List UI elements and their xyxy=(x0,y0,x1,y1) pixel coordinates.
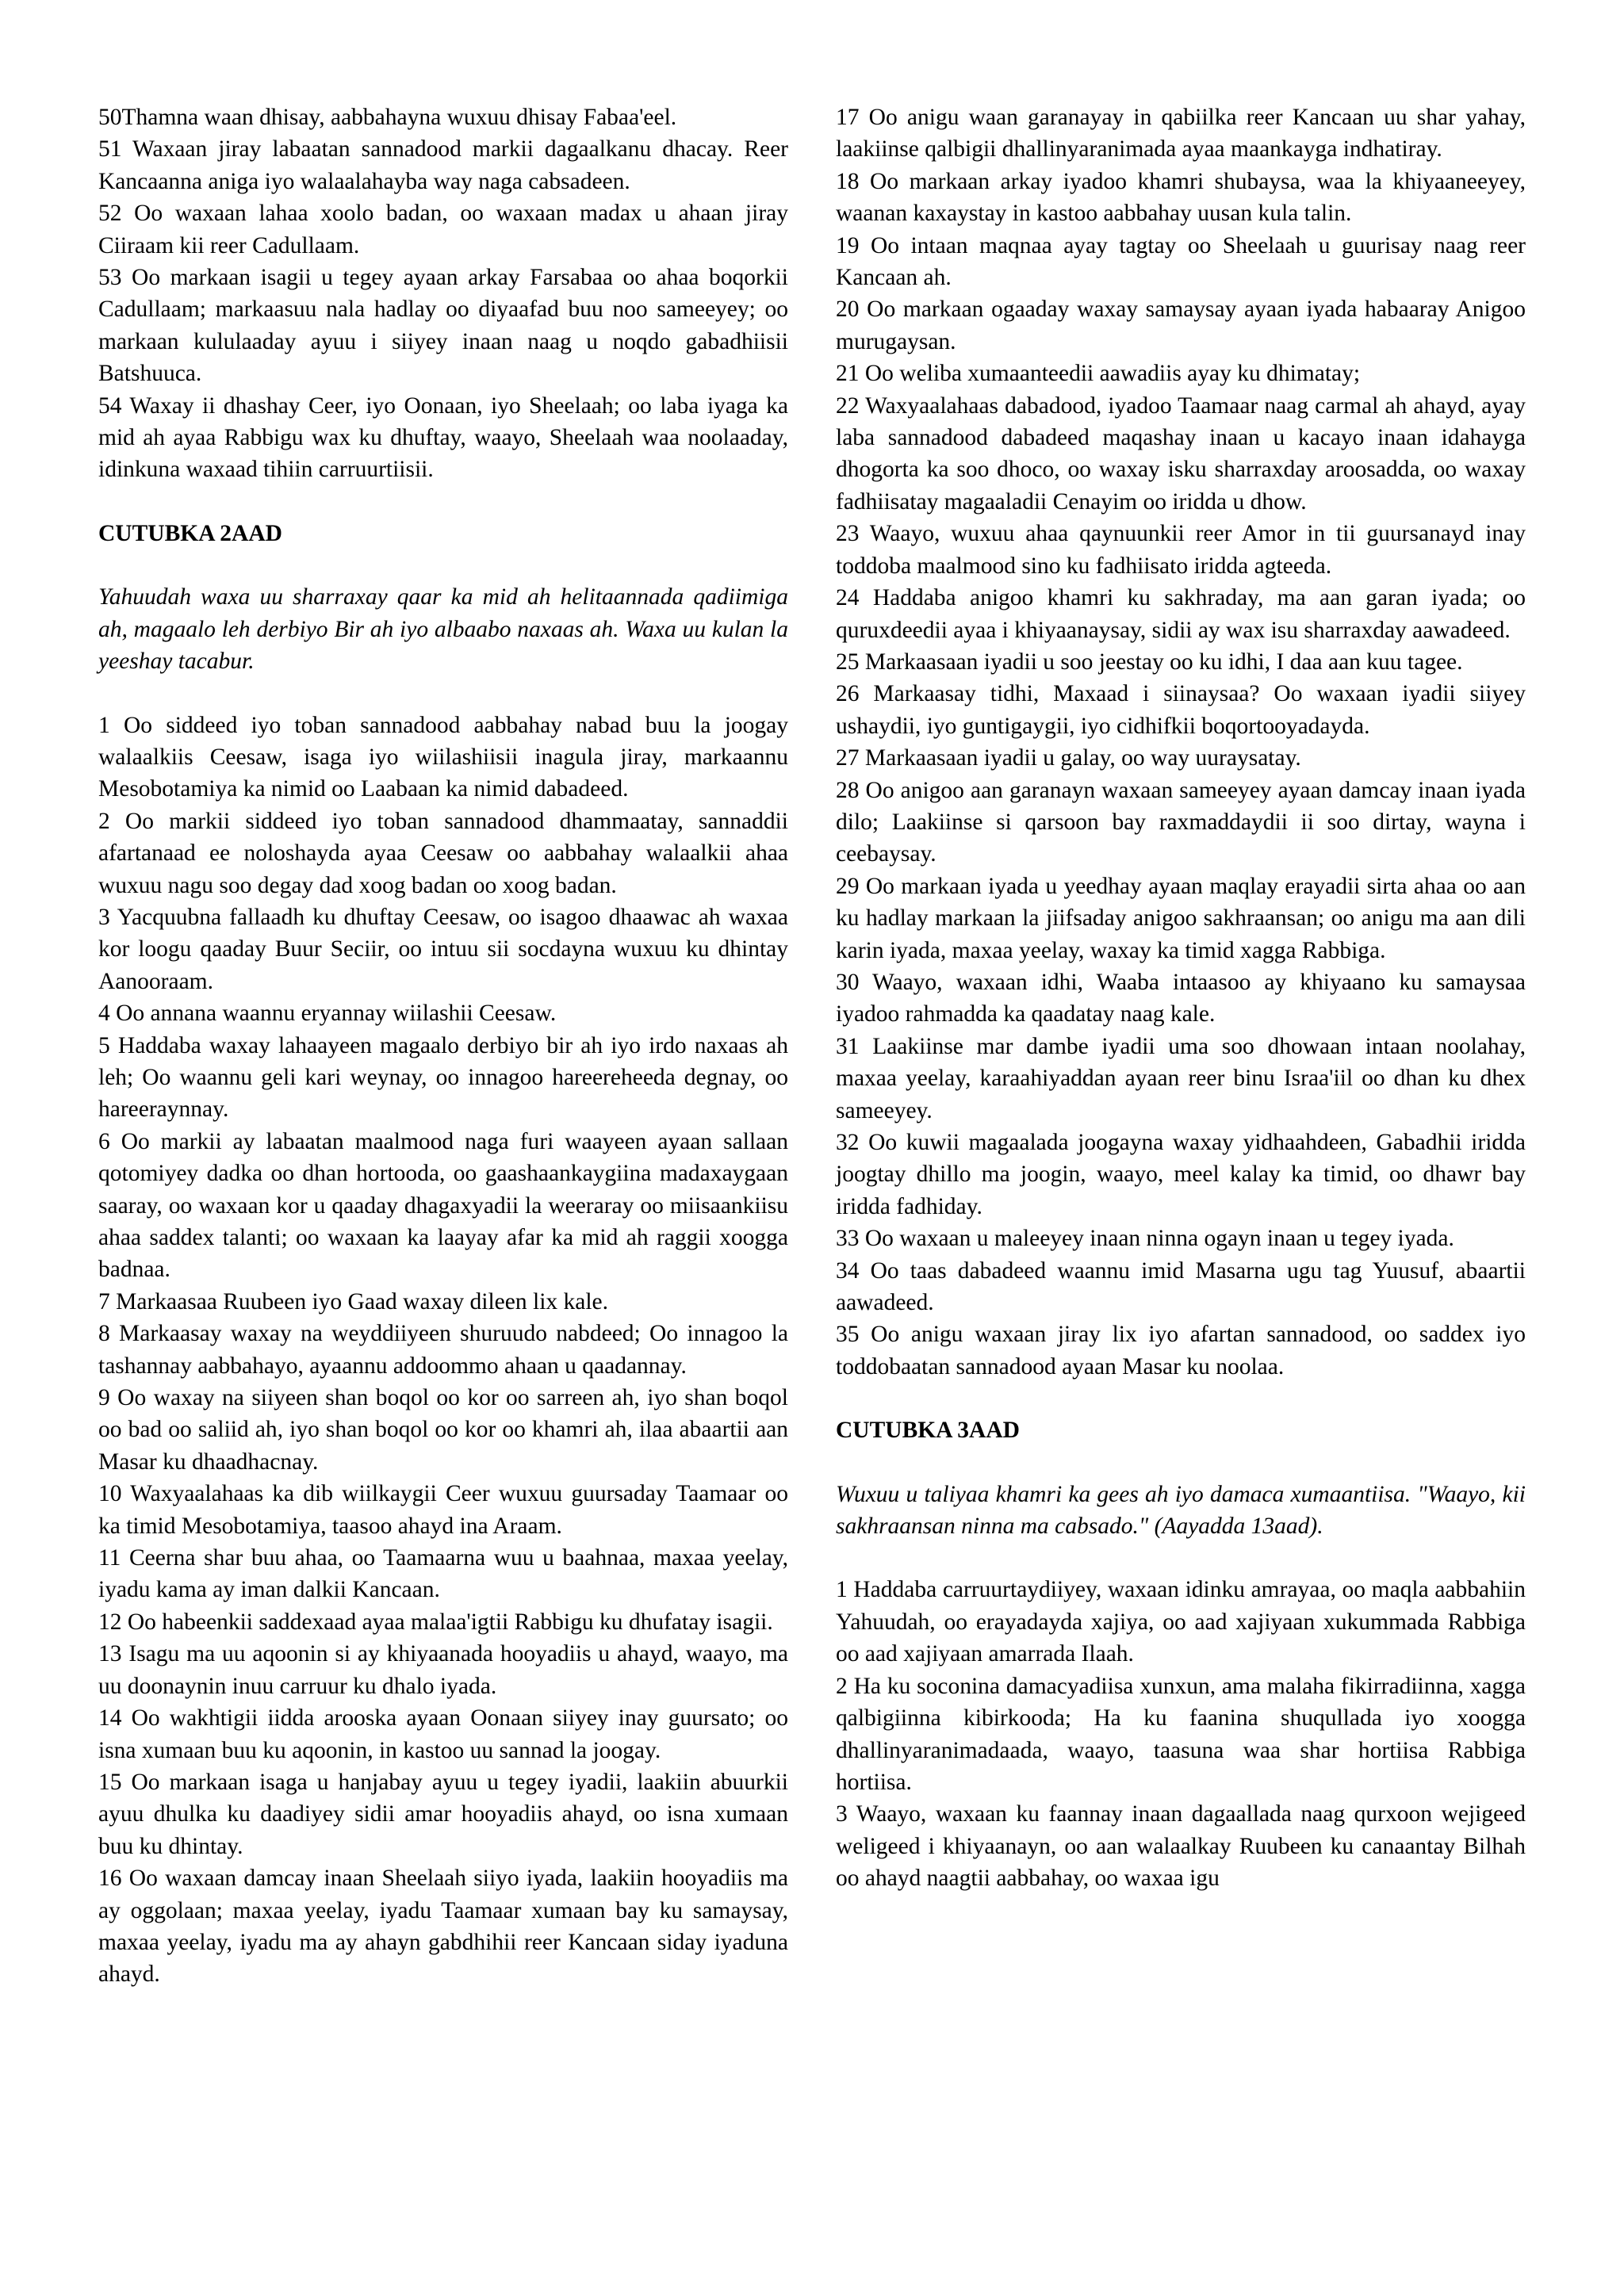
verse-paragraph: 14 Oo wakhtigii iidda arooska ayaan Oonaan siiyey inay guursato; oo isna xumaan buu ku aqoonin, in kastoo uu sannad la joogay. xyxy=(98,1705,788,1763)
verse-paragraph: 21 Oo weliba xumaanteedii aawadiis ayay ku dhimatay; xyxy=(836,361,1361,387)
verse-paragraph: 16 Oo waxaan damcay inaan Sheelaah siiyo iyada, laakiin hooyadiis ma ay oggolaan; maxaa yeelay, iyadu Taamaar xumaan bay ku samaysay, maxaa yeelay, iyadu ma ay ahayn gabdhihii reer Kancaan siday iyaduna ahayd. xyxy=(98,1866,788,1988)
verse-paragraph: 35 Oo anigu waxaan jiray lix iyo afartan sannadood, oo saddex iyo toddobaatan sannadood ayaan Masar ku noolaa. xyxy=(836,1322,1526,1380)
verse-paragraph: 4 Oo annana waannu eryannay wiilashii Ceesaw. xyxy=(98,1001,557,1027)
verse-paragraph: 23 Waayo, wuxuu ahaa qaynuunkii reer Amor in tii guursanayd inay toddoba maalmood sino ku fadhiisato iridda agteeda. xyxy=(836,521,1526,579)
verse-paragraph: 26 Markaasay tidhi, Maxaad i siinaysaa? Oo waxaan iyadii siiyey ushaydii, iyo guntigaygii, iyo cidhifkii boqortooyadayda. xyxy=(836,681,1526,739)
verse-paragraph: 22 Waxyaalahaas dabadood, iyadoo Taamaar naag carmal ah ahayd, ayay laba sannadood dabadeed maqashay inaan u kacayo inaan idahayga dhogorta ka soo dhoco, oo waxay isku sharraxday aroosadda, oo waxay fadhiisatay magaaladii Cenayim oo iridda u dhow. xyxy=(836,392,1526,515)
verse-paragraph: 30 Waayo, waxaan idhi, Waaba intaasoo ay khiyaano ku samaysaa iyadoo rahmadda ka qaadatay naag kale. xyxy=(836,969,1526,1027)
chapter-summary: Yahuudah waxa uu sharraxay qaar ka mid ah helitaannada qadiimiga ah, magaalo leh derbiyo Bir ah iyo albaabo naxaas ah. Waxa uu kulan la yeeshay tacabur. xyxy=(98,584,788,675)
verse-paragraph: 54 Waxay ii dhashay Ceer, iyo Oonaan, iyo Sheelaah; oo laba iyaga ka mid ah ayaa Rabbigu wax ku dhuftay, waayo, Sheelaah waa noolaaday, idinkuna waxaad tihiin carruurtiisii. xyxy=(98,392,788,483)
verse-paragraph: 7 Markaasaa Ruubeen iyo Gaad waxay dileen lix kale. xyxy=(98,1288,609,1314)
verse-paragraph: 10 Waxyaalahaas ka dib wiilkaygii Ceer wuxuu guursaday Taamaar oo ka timid Mesobotamiya, taasoo ahayd ina Araam. xyxy=(98,1481,788,1539)
verse-paragraph: 33 Oo waxaan u maleeyey inaan ninna ogayn inaan u tegey iyada. xyxy=(836,1226,1454,1252)
verse-paragraph: 17 Oo anigu waan garanayay in qabiilka reer Kancaan uu shar yahay, laakiinse qalbigii dhallinyaranimada ayaa maankayga indhatiray. xyxy=(836,105,1526,163)
verse-paragraph: 25 Markaasaan iyadii u soo jeestay oo ku idhi, I daa aan kuu tagee. xyxy=(836,649,1463,675)
verse-paragraph: 20 Oo markaan ogaaday waxay samaysay ayaan iyada habaaray Anigoo murugaysan. xyxy=(836,297,1526,354)
verse-paragraph: 6 Oo markii ay labaatan maalmood naga furi waayeen ayaan sallaan qotomiyey dadka oo dhan hortooda, oo gaashaankaygiina madaxaygaan saaray, oo waxaan kor u qaaday dhagaxyadii la weeraray oo miisaankiisu ahaa saddex talanti; oo waxaan ka laayay afar ka mid ah raggii xoogga badnaa. xyxy=(98,1128,788,1283)
chapter-summary: Wuxuu u taliyaa khamri ka gees ah iyo damaca xumaantiisa. "Waayo, kii sakhraansan ninna ma cabsado." (Aayadda 13aad). xyxy=(836,1481,1526,1540)
verse-paragraph: 3 Yacquubna fallaadh ku dhuftay Ceesaw, oo isagoo dhaawac ah waxaa kor loogu qaaday Buur Seciir, oo intuu sii socdayna wuxuu ku dhintay Aanooraam. xyxy=(98,904,788,994)
verse-paragraph: 2 Oo markii siddeed iyo toban sannadood dhammaatay, sannaddii afartanaad ee noloshayda ayaa Ceesaw oo aabbahay walaalkii ahaa wuxuu nagu soo degay dad xoog badan oo xoog badan. xyxy=(98,808,788,898)
verse-paragraph: 15 Oo markaan isaga u hanjabay ayuu u tegey iyadii, laakiin abuurkii ayuu dhulka ku daadiyey sidii amar hooyadiis ahayd, oo isna xumaan buu ku dhintay. xyxy=(98,1769,788,1859)
verse-paragraph: 8 Markaasay waxay na weyddiiyeen shuruudo nabdeed; Oo innagoo la tashannay aabbahayo, ayaannu addoommo ahaan u qaadannay. xyxy=(98,1321,788,1379)
verse-paragraph: 1 Oo siddeed iyo toban sannadood aabbahay nabad buu la joogay walaalkiis Ceesaw, isaga iyo wiilashiisii inagula jiray, markaannu Mesobotamiya ka nimid oo Laabaan ka nimid dabadeed. xyxy=(98,712,788,802)
verse-paragraph: 5 Haddaba waxay lahaayeen magaalo derbiyo bir ah iyo irdo naxaas ah leh; Oo waannu geli kari weynay, oo innagoo hareereheeda degnay, oo hareeraynnay. xyxy=(98,1032,788,1123)
chapter-heading: CUTUBKA 2AAD xyxy=(98,520,282,546)
verse-paragraph: 19 Oo intaan maqnaa ayay tagtay oo Sheelaah u guurisay naag reer Kancaan ah. xyxy=(836,232,1526,291)
verse-paragraph: 27 Markaasaan iyadii u galay, oo way uuraysatay. xyxy=(836,745,1301,771)
left-column xyxy=(98,101,788,1991)
verse-paragraph: 12 Oo habeenkii saddexaad ayaa malaa'igtii Rabbigu ku dhufatay isagii. xyxy=(98,1609,773,1635)
verse-paragraph: 9 Oo waxay na siiyeen shan boqol oo kor oo sarreen ah, iyo shan boqol oo bad oo saliid ah, iyo shan boqol oo kor oo khamri ah, ilaa abaartii aan Masar ku dhaadhacnay. xyxy=(98,1385,788,1475)
verse-paragraph: 3 Waayo, waxaan ku faannay inaan dagaallada naag qurxoon wejigeed weligeed i khiyaanayn, oo aan walaalkay Ruubeen ku canaantay Bilhah oo ahayd naagtii aabbahay, oo waxaa igu xyxy=(836,1801,1526,1892)
verse-paragraph: 13 Isagu ma uu aqoonin si ay khiyaanada hooyadiis u ahayd, waayo, ma uu doonaynin inuu carruur ku dhalo iyada. xyxy=(98,1641,788,1699)
verse-paragraph: 51 Waxaan jiray labaatan sannadood markii dagaalkanu dhacay. Reer Kancaanna aniga iyo walaalahayba way naga cabsadeen. xyxy=(98,136,788,194)
verse-paragraph: 18 Oo markaan arkay iyadoo khamri shubaysa, waa la khiyaaneeyey, waanan kaxaystay in kastoo aabbahay uusan kula talin. xyxy=(836,168,1526,227)
verse-paragraph: 24 Haddaba anigoo khamri ku sakhraday, ma aan garan iyada; oo quruxdeedii ayaa i khiyaanaysay, sidii ay wax isu sharraxday aawadeed. xyxy=(836,585,1526,643)
chapter-heading: CUTUBKA 3AAD xyxy=(836,1418,1020,1444)
verse-paragraph: 11 Ceerna shar buu ahaa, oo Taamaarna wuu u baahnaa, maxaa yeelay, iyadu kama ay iman dalkii Kancaan. xyxy=(98,1545,788,1603)
verse-paragraph: 34 Oo taas dabadeed waannu imid Masarna ugu tag Yuusuf, abaartii aawadeed. xyxy=(836,1257,1526,1316)
verse-paragraph: 1 Haddaba carruurtaydiiyey, waxaan idinku amrayaa, oo maqla aabbahiin Yahuudah, oo erayadayda xajiya, oo aad xajiyaan xukummada Rabbiga oo aad xajiyaan amarrada Ilaah. xyxy=(836,1577,1526,1667)
verse-paragraph: 32 Oo kuwii magaalada joogayna waxay yidhaahdeen, Gabadhii iridda joogtay dhillo ma joogin, waayo, meel kalay ka timid, oo dhawr bay iridda fadhiday. xyxy=(836,1130,1526,1219)
verse-paragraph: 50Thamna waan dhisay, aabbahayna wuxuu dhisay Fabaa'eel. xyxy=(98,105,677,130)
right-column xyxy=(836,101,1526,1991)
verse-paragraph: 31 Laakiinse mar dambe iyadii uma soo dhowaan intaan noolahay, maxaa yeelay, karaahiyaddan ayaan reer binu Israa'iil oo dhan ku dhex sameeyey. xyxy=(836,1033,1526,1123)
verse-paragraph: 52 Oo waxaan lahaa xoolo badan, oo waxaan madax u ahaan jiray Ciiraam kii reer Cadullaam. xyxy=(98,201,788,258)
verse-paragraph: 28 Oo anigoo aan garanayn waxaan sameeyey ayaan damcay inaan iyada dilo; Laakiinse si qarsoon bay raxmaddaydii ii soo dirtay, wayna i ceebaysay. xyxy=(836,777,1526,867)
verse-paragraph: 2 Ha ku soconina damacyadiisa xunxun, ama malaha fikirradiinna, xagga qalbigiinna kibirkooda; Ha ku faanina shuqullada iyo xoogga dhallinyaranimadaada, waayo, taasuna waa shar hortiisa Rabbiga hortiisa. xyxy=(836,1673,1526,1795)
verse-paragraph: 53 Oo markaan isagii u tegey ayaan arkay Farsabaa oo ahaa boqorkii Cadullaam; markaasuu nala hadlay oo diyaafad buu noo sameeyey; oo markaan kululaaday ayuu i siiyey inaan naag u noqdo gabadhiisii Batshuuca. xyxy=(98,265,788,387)
two-column-layout xyxy=(98,101,1526,1991)
verse-paragraph: 29 Oo markaan iyada u yeedhay ayaan maqlay erayadii sirta ahaa oo aan ku hadlay markaan la jiifsaday anigoo sakhraansan; oo anigu ma aan dili karin iyada, maxaa yeelay, waxay ka timid xagga Rabbiga. xyxy=(836,873,1526,963)
